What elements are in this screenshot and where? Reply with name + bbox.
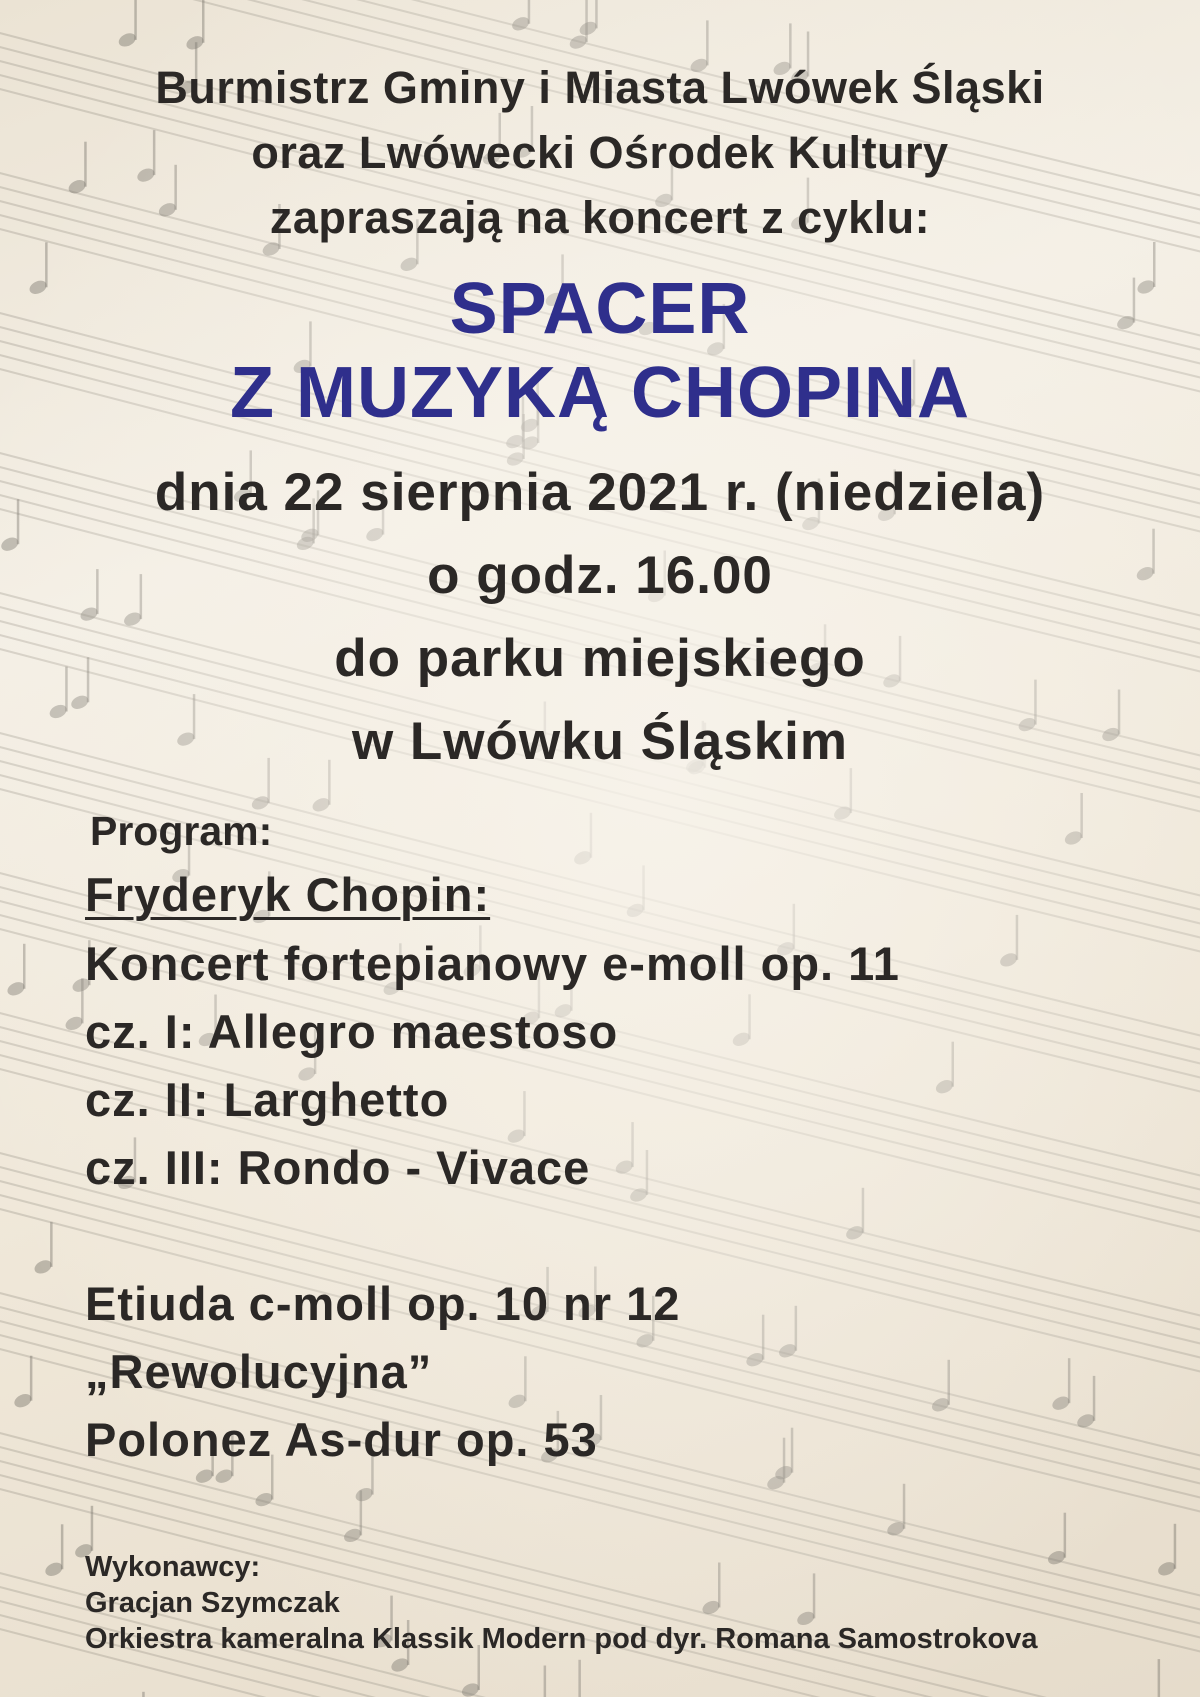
performer-name: Gracjan Szymczak (85, 1587, 340, 1619)
program-work: „Rewolucyjna” (85, 1345, 433, 1398)
invitation-line: zapraszają na koncert z cyklu: (269, 192, 931, 243)
event-date: dnia 22 sierpnia 2021 r. (niedziela) (154, 463, 1046, 522)
program-work: Koncert fortepianowy e-moll op. 11 (85, 937, 900, 990)
program-label: Program: (90, 808, 273, 854)
program-work: cz. II: Larghetto (85, 1073, 450, 1126)
program-work: cz. III: Rondo - Vivace (85, 1141, 591, 1194)
organizer-line-2: oraz Lwówecki Ośrodek Kultury (251, 127, 949, 178)
event-title-line-1: SPACER (449, 269, 751, 349)
program-work: Polonez As-dur op. 53 (85, 1413, 598, 1466)
composer-name: Fryderyk Chopin: (85, 868, 491, 921)
event-place-line-1: do parku miejskiego (334, 629, 866, 688)
performers-label: Wykonawcy: (85, 1551, 261, 1583)
program-work: cz. I: Allegro maestoso (85, 1005, 619, 1058)
program-work: Etiuda c-moll op. 10 nr 12 (85, 1277, 681, 1330)
event-time: o godz. 16.00 (427, 546, 773, 605)
performer-name: Orkiestra kameralna Klassik Modern pod dyr. Romana Samostrokova (85, 1623, 1038, 1655)
organizer-line-1: Burmistrz Gminy i Miasta Lwówek Śląski (155, 62, 1045, 113)
event-place-line-2: w Lwówku Śląskim (351, 712, 849, 771)
event-title-line-2: Z MUZYKĄ CHOPINA (230, 353, 970, 433)
